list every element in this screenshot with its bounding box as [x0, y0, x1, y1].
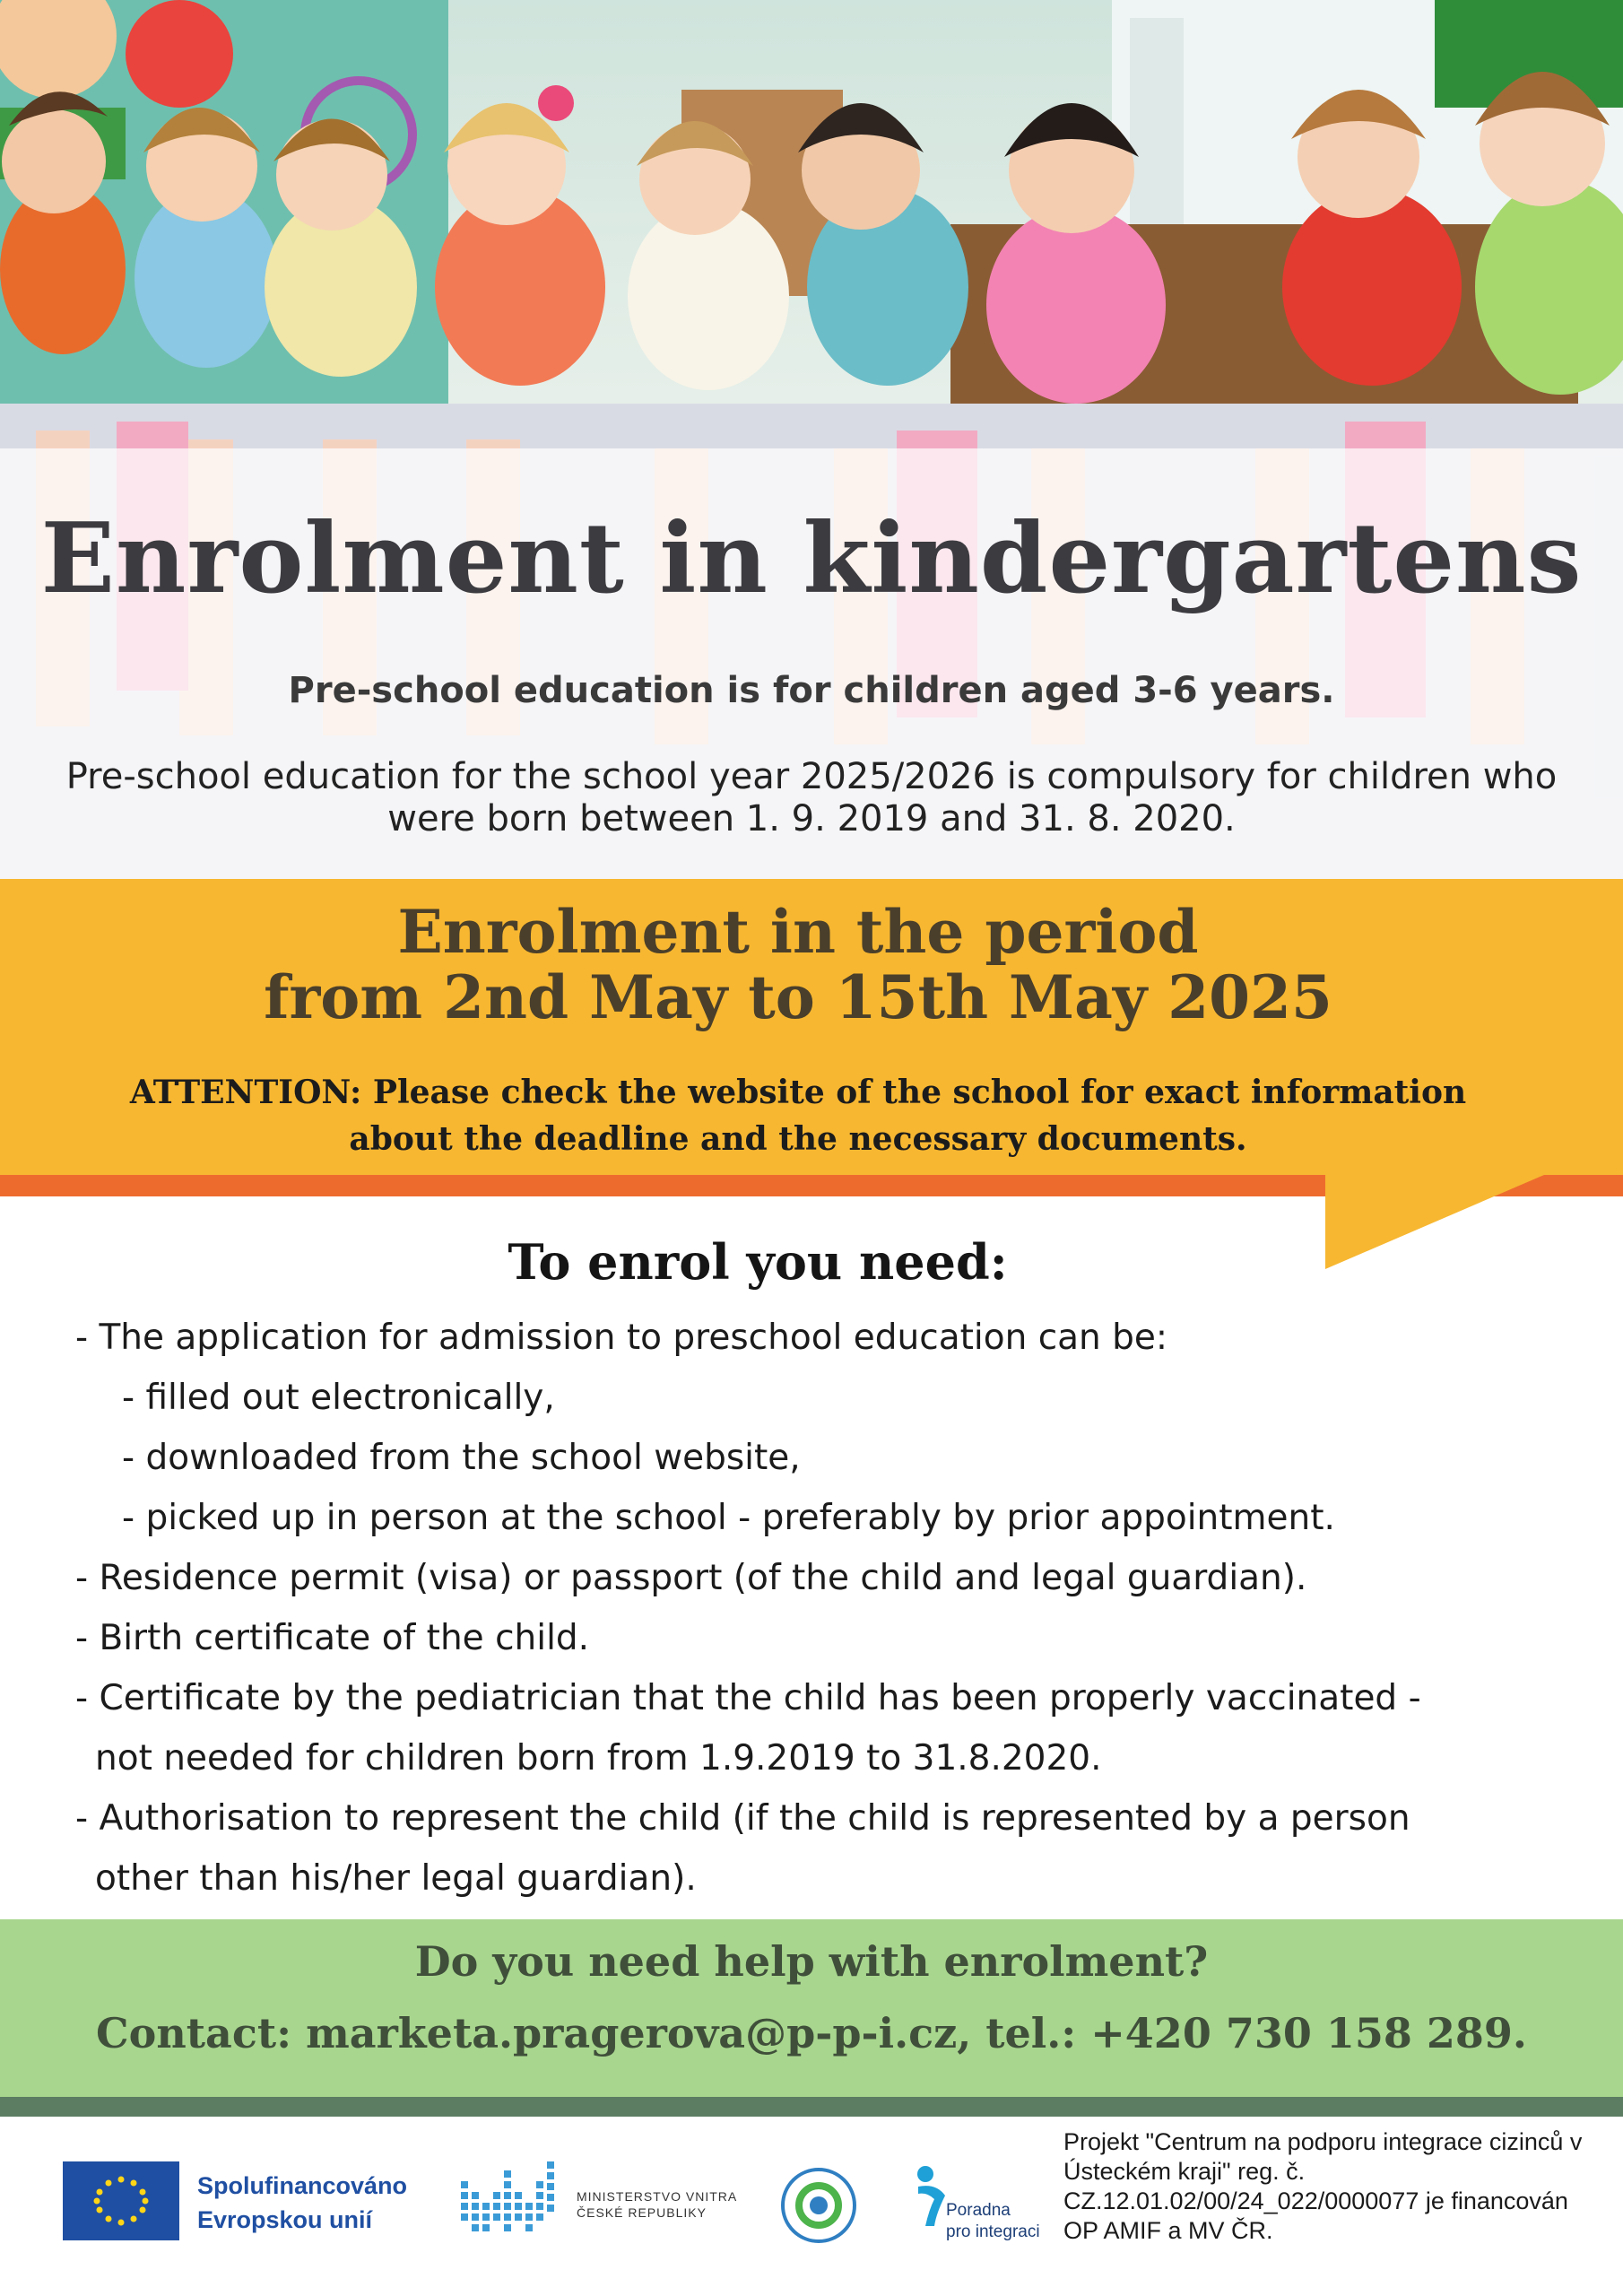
period-line-1: Enrolment in the period: [397, 897, 1199, 967]
eu-line-1: Spolufinancováno: [197, 2172, 408, 2199]
list-item: - downloaded from the school website,: [122, 1438, 801, 1478]
list-item: - Birth certificate of the child.: [75, 1618, 590, 1658]
ministry-logo-icon: [461, 2161, 560, 2237]
compulsory-note: Pre-school education for the school year 2025/2026 is compulsory for children who were born between 1. 9. 2019 and 31. 8. 2020.: [65, 756, 1558, 839]
list-item: other than his/her legal guardian).: [95, 1858, 697, 1899]
list-item: - Authorisation to represent the child (if the child is represented by a person: [75, 1798, 1410, 1839]
enrolment-period-heading: [0, 897, 1596, 1032]
attention-line-2: about the deadline and the necessary documents.: [349, 1120, 1247, 1158]
list-item: not needed for children born from 1.9.2019 to 31.8.2020.: [95, 1738, 1102, 1779]
requirements-heading: To enrol you need:: [508, 1233, 1008, 1291]
ministry-text: [577, 2188, 737, 2221]
age-subtitle: Pre-school education is for children aged 3-6 years.: [288, 670, 1335, 711]
period-line-2: from 2nd May to 15th May 2025: [264, 962, 1332, 1032]
help-box-bar: [0, 2097, 1623, 2117]
attention-line-1: ATTENTION: Please check the website of the school for exact information: [129, 1074, 1467, 1111]
project-funding-text: Projekt "Centrum na podporu integrace cizinců v Ústeckém kraji" reg. č. CZ.12.01.02/00/24_022/0000077 je financován OP AMIF a MV ČR.: [1063, 2128, 1583, 2244]
ministry-line-1: MINISTERSTVO VNITRA: [577, 2189, 738, 2204]
centrum-cizincu-logo-icon: [778, 2165, 859, 2246]
eu-flag-icon: [63, 2161, 179, 2240]
ministry-line-2: ČESKÉ REPUBLIKY: [577, 2205, 707, 2220]
eu-line-2: Evropskou unií: [197, 2206, 373, 2233]
hero-photo: [0, 0, 1623, 879]
list-item: - Certificate by the pediatrician that the child has been properly vaccinated -: [75, 1678, 1421, 1718]
requirements-list: [75, 1308, 1492, 1909]
page-title: Enrolment in kindergartens: [40, 502, 1583, 615]
list-item: - picked up in person at the school - preferably by prior appointment.: [122, 1498, 1335, 1538]
poradna-text: [946, 2200, 1040, 2243]
help-question: Do you need help with enrolment?: [414, 1937, 1209, 1986]
list-item: - Residence permit (visa) or passport (of the child and legal guardian).: [75, 1558, 1307, 1598]
list-item: - The application for admission to preschool education can be:: [75, 1318, 1168, 1358]
list-item: - filled out electronically,: [122, 1378, 555, 1418]
poradna-line-1: Poradna: [946, 2201, 1011, 2220]
eu-stars-icon: [63, 2161, 179, 2240]
eu-cofinanced-text: [197, 2169, 407, 2237]
poradna-line-2: pro integraci: [946, 2222, 1040, 2241]
attention-note: [90, 1069, 1506, 1162]
help-contact: Contact: marketa.pragerova@p-p-i.cz, tel.: +420 730 158 289.: [96, 2009, 1527, 2057]
